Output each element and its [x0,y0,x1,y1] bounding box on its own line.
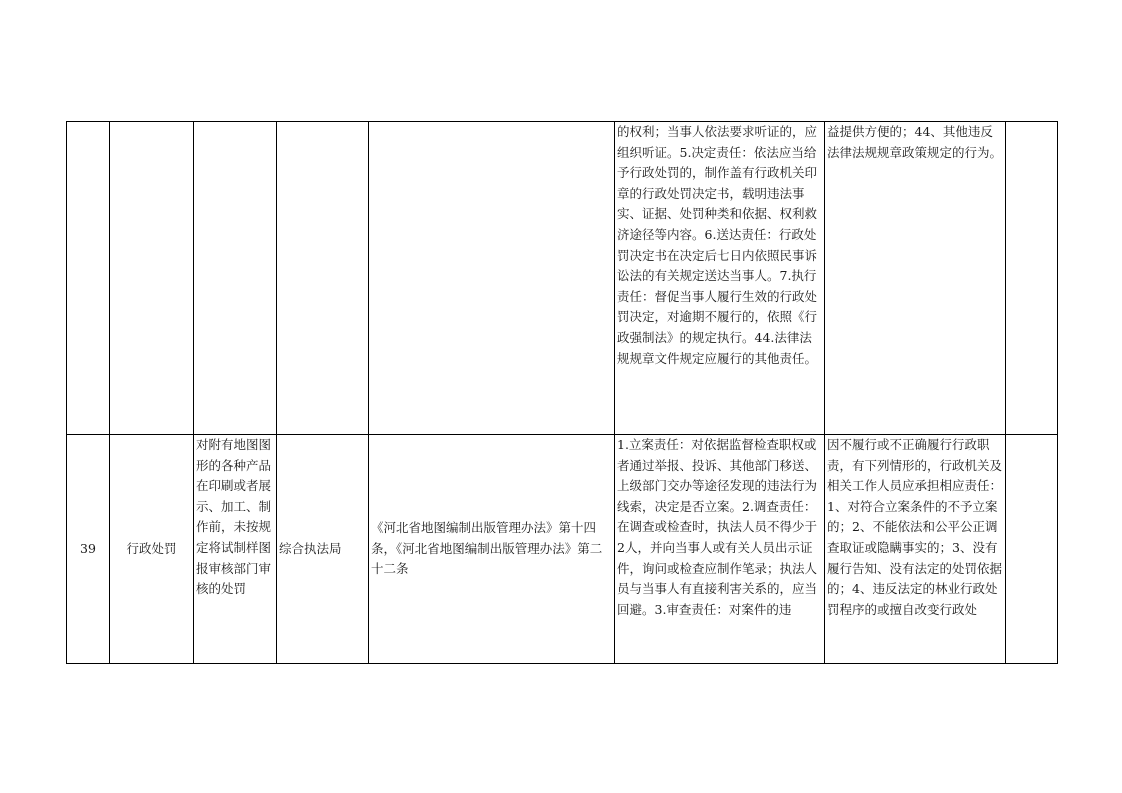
cell-basis [369,122,615,435]
cell-accountability: 因不履行或不正确履行行政职责，有下列情形的，行政机关及相关工作人员应承担相应责任：1、对符合立案条件的不予立案的；2、不能依法和公平公正调查取证或隐瞒事实的；3、没有履行告知、没有法定的处罚依据的；4、违反法定的林业行政处罚程序的或擅自改变行政处 [825,435,1006,664]
cell-dept: 综合执法局 [277,435,369,664]
table-row [67,435,1058,664]
cell-remark [1006,122,1058,435]
cell-item: 对附有地图图形的各种产品在印刷或者展示、加工、制作前，未按规定将试制样图报审核部门审核的处罚 [194,435,277,664]
table-row [67,122,1058,435]
cell-category [110,122,194,435]
cell-category: 行政处罚 [110,435,194,664]
cell-duty: 1.立案责任：对依据监督检查职权或者通过举报、投诉、其他部门移送、上级部门交办等途径发现的违法行为线索，决定是否立案。2.调查责任：在调查或检查时，执法人员不得少于2人，并向当事人或有关人员出示证件，询问或检查应制作笔录；执法人员与当事人有直接利害关系的，应当回避。3.审查责任：对案件的违 [615,435,825,664]
cell-duty: 的权利；当事人依法要求听证的，应组织听证。5.决定责任：依法应当给予行政处罚的，制作盖有行政机关印章的行政处罚决定书，载明违法事实、证据、处罚种类和依据、权利救济途径等内容。6.送达责任：行政处罚决定书在决定后七日内依照民事诉讼法的有关规定送达当事人。7.执行责任：督促当事人履行生效的行政处罚决定，对逾期不履行的，依照《行政强制法》的规定执行。44.法律法规规章文件规定应履行的其他责任。 [615,122,825,435]
cell-no: 39 [67,435,110,664]
cell-item [194,122,277,435]
responsibility-table [66,121,1058,664]
cell-basis: 《河北省地图编制出版管理办法》第十四条，《河北省地图编制出版管理办法》第二十二条 [369,435,615,664]
cell-remark [1006,435,1058,664]
cell-accountability: 益提供方便的；44、其他违反法律法规规章政策规定的行为。 [825,122,1006,435]
cell-no [67,122,110,435]
cell-dept [277,122,369,435]
